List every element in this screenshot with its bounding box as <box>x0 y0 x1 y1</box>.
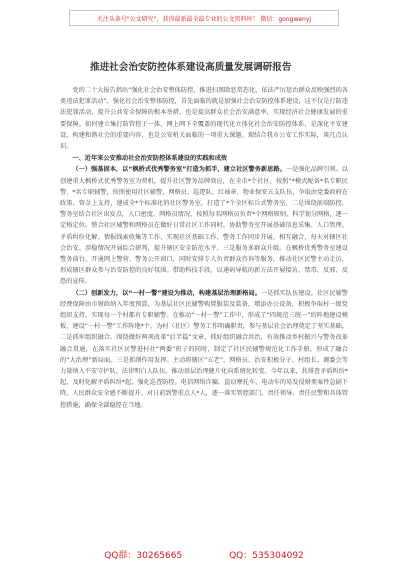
paragraph-text: 一是强化品牌引领。以创建重大枫桥式优秀警务室为契机，提升社区警务品牌效应，在全市*个社区，按照“*模式配备*名专职民警、*名专职辅警，按照使用社区辅警，网格员、巡逻队、红袖章、物业保安五支队伍，争取由党委政府在政策、资金上支持，建成全*个标准化的社区警务室，打造了*个全区标兵式警务室，二是围绕前端防控，警务室结合社区出发点，人口密度、网格员情况，按照每名网格员负责*个网格原则，科学划分网格，逐一定格定位。整合社区辅警和网格员在做好日常社区工作同时，协助警务室开展基础信息采集、人口管理、矛盾纠纷化解、情报线索收集等工作，实现社区基础工作。警务工作同步开展、相互融合，每天对辖区社会治安、涉稳情况开展综合研判，提升辖区安全防范水平。三是服务多群众升级。在枫桥优秀警务室建设警务前台，开通网上警营、警务公开窗口，同时安排专人负责群众咨询等服务，推动社区民警主动走访，形成辖区群众参与治安防控的良好氛围。借助科技手段，以递码导航的新方法开展接访、禁毒、反邪、反恐的宣传。 <box>60 166 348 286</box>
paragraph-text: 党的二十大报告指出“强化社会治安整体防控，推进扫黑除恶常态化，依法严厉惩治群众反映强烈的各类违法犯罪活动”。强化社会治安整体防控，首先面临的就是加强社会治安防控体系建设，这不仅是打防违法犯罪活动，提升公共安全保障的根本举措，也是提高群众社会治安满意率，实现经济社会健康发展的重要保障。如何建立集打防管控于一体、网上网下全覆盖的现代化立体化社会治安防控体系，是深化平安建设、构建和谐社会的重要内容，也是公安机关面临的一项重大课题。现结合我市公安工作实际，谈几点认识。 <box>60 87 348 151</box>
paragraph-lead: （二）创新发力，以“一村一警”建设为推动，构建基层治理新格局。 <box>72 289 261 297</box>
footer <box>0 548 408 561</box>
promo-banner-text: 关注头条号"公文研究"，获得最新最全最专业的公文资料库！ 微信：gongwenyj <box>96 15 312 23</box>
footer-qq: QQ：535304092 <box>229 551 304 561</box>
document-body <box>60 85 348 411</box>
body-paragraph <box>60 288 348 411</box>
section-heading <box>60 153 348 164</box>
document-title: 推进社会治安防控体系建设高质量发展调研报告 <box>90 62 292 73</box>
body-paragraph <box>60 164 348 287</box>
footer-qq-group: QQ群：30265665 <box>104 551 183 561</box>
body-paragraph <box>60 85 348 152</box>
paragraph-text: 一是抓实队伍建设。社区民辅警经费保障由市财政纳入年度预算，为基层社区民辅警购置服装及装备，增添办公设备，积极争取村一级党组织支持，实现每一个村都有专职辅警。在推动“一村一警”工作中，形成了“四规范三统一”的阵地建设模板，建设“一村一警”工作阵地*个。为村（社区）警务工作明确职责，参与基层社会治理奠定了坚实基础。二是抓牢组织融合。围绕做好两项改革“后半篇”文章，抓好组织融合共治，有效推动乡村振兴与警务改革融合贯通，在落实社区民警进村社“两委”班子的同时，制定了社区民辅警规范化工作手册，形成了融合的“大治理”新局面。三是抓细作用发挥。主动将辖区“五老”、网格员、治安积极分子、村组长、调委会等力量纳入平安守护队，法律明白人队伍。推动基层治理健片化向系统化转变。今年以来，共排查矛盾纠纷*起，及时化解矛盾纠纷*起，强化巡查防控。电信网络诈骗、盗窃摩托车、电动车的易发侵财类案件急剧下降。人民群众安全感不断提升。对日前到警重点人*人，逐一落实管控部门、责任领导、责任民警和具体管控措施，确保全部稳控在当地。 <box>60 289 348 409</box>
paragraph-text: 一、近年来公安推动社会治安防控体系建设的实践和成效 <box>72 155 228 163</box>
paragraph-lead: （一）强基固本，以“枫桥式优秀警务室”打造为抓手，建立社区警务新思路。 <box>72 166 286 174</box>
document <box>60 62 348 411</box>
promo-banner[interactable] <box>69 10 339 26</box>
